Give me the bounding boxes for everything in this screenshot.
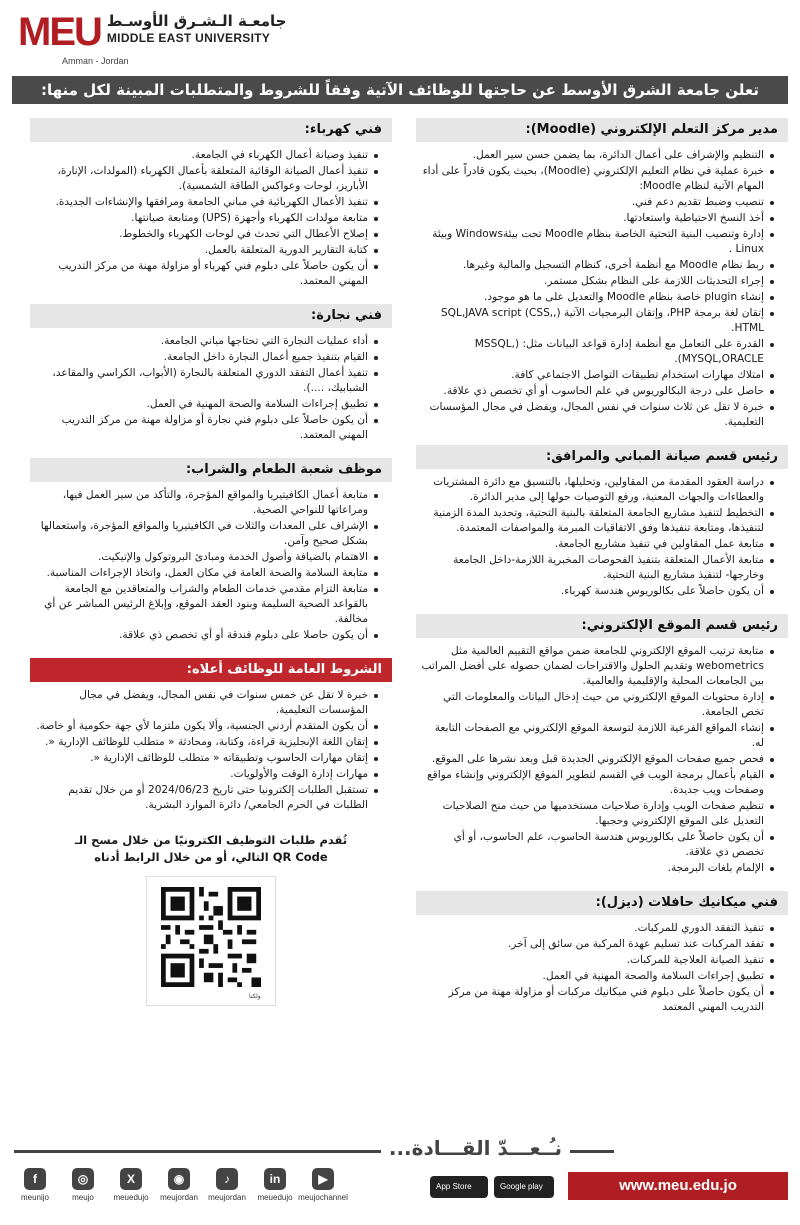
list-item: ربط نظام Moodle مع أنظمة أخرى، كنظام التسجيل والمالية وغيرها.: [420, 258, 774, 273]
list-item: التنظيم والإشراف على أعمال الدائرة، بما يضمن حسن سير العمل.: [420, 148, 774, 163]
social-facebook[interactable]: [18, 1168, 52, 1202]
list-item: متابعة الأعمال المتعلقة بتنفيذ الفحوصات المخبرية اللازمة-داخل الجامعة وخارجها- لتنفيذ مشاريع البنية التحتية.: [420, 553, 774, 583]
list-item: تطبيق إجراءات السلامة والصحة المهنية في العمل.: [34, 397, 378, 412]
list-item: إجراء التحديثات اللازمة على النظام بشكل مستمر.: [420, 274, 774, 289]
qr-code[interactable]: [146, 876, 276, 1006]
list-item: الإشراف على المعدات والثلات في الكافيتيريا والمواقع المؤجرة، واستعمالها بشكل صحيح وآمن.: [34, 519, 378, 549]
social-label: meuedujo: [113, 1193, 149, 1202]
list-item: القيام بتنفيذ جميع أعمال النجارة داخل الجامعة.: [34, 350, 378, 365]
slogan: نـُـعـــدّ القـــادة...: [381, 1136, 570, 1160]
list-item: حاصل على درجة البكالوريوس في علم الحاسوب أو أي تخصص ذي علاقة.: [420, 384, 774, 399]
social-label: meujochannel: [298, 1193, 348, 1202]
list-item: القيام بأعمال برمجة الويب في القسم لتطوير الموقع الإلكتروني وإنشاء مواقع وصفحات ويب جديدة.: [420, 768, 774, 798]
requirements-list: [30, 682, 392, 818]
list-item: إنشاء المواقع الفرعية اللازمة لتوسعة الموقع الإلكتروني مع الصفحات التابعة له.: [420, 721, 774, 751]
section-heading: فني نجارة:: [30, 304, 392, 328]
left-column: [30, 118, 392, 1006]
logo-text: [107, 12, 287, 46]
social-label: meujordan: [208, 1193, 246, 1202]
section-heading: موظف شعبة الطعام والشراب:: [30, 458, 392, 482]
job-section-carpenter: [30, 304, 392, 448]
list-item: إدارة محتويات الموقع الإلكتروني من حيث إدخال البيانات والمعلومات التي تخص الجامعة.: [420, 690, 774, 720]
job-section-moodle: [416, 118, 788, 435]
section-heading: رئيس قسم الموقع الإلكتروني:: [416, 614, 788, 638]
requirements-list: [30, 142, 392, 294]
requirements-list: [416, 915, 788, 1020]
list-item: تطبيق إجراءات السلامة والصحة المهنية في العمل.: [420, 969, 774, 984]
requirements-list: [30, 328, 392, 448]
list-item: خبرة عملية في نظام التعليم الإلكتروني (Moodle)، بحيث يكون قادراً على أداء المهام الآتية لنظام Moodle:: [420, 164, 774, 194]
announcement-title: تعلن جامعة الشرق الأوسط عن حاجتها للوظائف الآتية وفقاً للشروط والمتطلبات المبينة لكل منها:: [12, 76, 788, 104]
x-icon: X: [120, 1168, 142, 1190]
list-item: أن يكون حاصلاً على دبلوم فني نجارة أو مزاولة مهنة من مركز التدريب المهني المعتمد.: [34, 413, 378, 443]
google-play-badge[interactable]: Google play: [494, 1176, 554, 1198]
section-heading: الشروط العامة للوظائف أعلاه:: [30, 658, 392, 682]
list-item: تنفيذ أعمال الصيانة الوقائية المتعلقة بأعمال الكهرباء (المولدات، الإنارة، الأباريز، لوحات وعواكس الطاقة الشمسية).: [34, 164, 378, 194]
list-item: متابعة السلامة والصحة العامة في مكان العمل، واتخاذ الإجراءات المناسبة.: [34, 566, 378, 581]
list-item: أداء عمليات النجارة التي تحتاجها مباني الجامعة.: [34, 334, 378, 349]
list-item: امتلاك مهارات استخدام تطبيقات التواصل الاجتماعي كافة.: [420, 368, 774, 383]
list-item: تنصيب وضبط تقديم دعم فني.: [420, 195, 774, 210]
instagram-icon: ◎: [72, 1168, 94, 1190]
social-label: meujo: [72, 1193, 94, 1202]
job-section-food: [30, 458, 392, 648]
list-item: أن يكون حاصلاً على دبلوم فني ميكانيك مركبات أو مزاولة مهنة من مركز التدريب المهني المعتمد: [420, 985, 774, 1015]
university-logo: [18, 12, 286, 52]
logo-arabic-name: جامعـة الـشـرق الأوسـط: [106, 12, 287, 30]
list-item: الاهتمام بالضيافة وأصول الخدمة ومبادئ البروتوكول والإتيكيت.: [34, 550, 378, 565]
job-section-diesel: [416, 891, 788, 1020]
list-item: متابعة عمل المقاولين في تنفيذ مشاريع الجامعة.: [420, 537, 774, 552]
list-item: تنفيذ أعمال التفقد الدوري المتعلقة بالنجارة (الأبواب، الكراسي والمقاعد، الشبابيك، ....).: [34, 366, 378, 396]
job-section-website: [416, 614, 788, 881]
tiktok-icon: ♪: [216, 1168, 238, 1190]
snapchat-icon: ◉: [168, 1168, 190, 1190]
list-item: كتابة التقارير الدورية المتعلقة بالعمل.: [34, 243, 378, 258]
list-item: مهارات إدارة الوقت والأولويات.: [34, 767, 378, 782]
list-item: إصلاح الأعطال التي تحدث في لوحات الكهرباء والخطوط.: [34, 227, 378, 242]
list-item: فحص جميع صفحات الموقع الإلكتروني الجديدة قبل وبعد نشرها على الموقع.: [420, 752, 774, 767]
section-heading: مدير مركز التعلم الإلكتروني (Moodle):: [416, 118, 788, 142]
page-footer: [0, 1164, 800, 1225]
list-item: تنفيذ الأعمال الكهربائية في مباني الجامعة ومرافقها والإنشاءات الجديدة.: [34, 195, 378, 210]
list-item: خبرة لا تقل عن خمس سنوات في نفس المجال، ويفضل في مجال المؤسسات التعليمية.: [34, 688, 378, 718]
list-item: إدارة وتنصيب البنية التحتية الخاصة بنظام Moodle تحت بيئةWindows وبيئة Linux .: [420, 227, 774, 257]
logo-english-name: MIDDLE EAST UNIVERSITY: [106, 31, 271, 45]
social-label: meujordan: [160, 1193, 198, 1202]
list-item: إتقان لغة برمجة PHP، وإتقان البرمجيات الآتية (,SQL,JAVA script (CSS, HTML.: [420, 306, 774, 336]
list-item: دراسة العقود المقدمة من المقاولين، وتحليلها، بالتنسيق مع دائرة المشتريات والعطاءات والجهات المعنية، ورفع التوصيات حولها إلى مدير الدائرة.: [420, 475, 774, 505]
social-links: [18, 1168, 348, 1202]
list-item: أن يكون حاصلاً على دبلوم فني كهرباء أو مزاولة مهنة من مركز التدريب المهني المعتمد.: [34, 259, 378, 289]
list-item: متابعة ترتيب الموقع الإلكتروني للجامعة ضمن مواقع التقييم العالمية مثل webometrics وتقديم الحلول والاقتراحات لضمان حصوله على أفضل المراتب بين الجامعات المحلية والإقليمية والعالمية.: [420, 644, 774, 689]
list-item: القدرة على التعامل مع أنظمة إدارة قواعد البيانات مثل: (,MSSQL (MYSQL,ORACLE.: [420, 337, 774, 367]
list-item: تنفيذ وصيانة أعمال الكهرباء في الجامعة.: [34, 148, 378, 163]
social-label: meunijo: [20, 1193, 49, 1202]
app-store-badge[interactable]: App Store: [430, 1176, 488, 1198]
list-item: أن يكون المتقدم أردني الجنسية، وألا يكون ملتزما لأي جهة حكومية أو خاصة.: [34, 719, 378, 734]
requirements-list: [416, 638, 788, 881]
right-column: [416, 118, 788, 1020]
section-heading: فني كهرباء:: [30, 118, 392, 142]
qr-code-icon: [157, 887, 265, 987]
linkedin-icon: in: [264, 1168, 286, 1190]
social-x[interactable]: [114, 1168, 148, 1202]
list-item: متابعة مولدات الكهرباء وأجهزة (UPS) ومتابعة صيانتها.: [34, 211, 378, 226]
general-conditions: [30, 658, 392, 818]
list-item: إتقان اللغة الإنجليزية قراءة، وكتابة، ومحادثة « متطلب للوظائف الإدارية «.: [34, 735, 378, 750]
list-item: التخطيط لتنفيذ مشاريع الجامعة المتعلقة بالبنية التحتية، وتحديد المدة الزمنية لتنفيذها، ومتابعة تنفيذها وفق الاتفاقيات المبرمة والمواصفات المعتمدة.: [420, 506, 774, 536]
list-item: تنفيذ التفقد الدوري للمركبات.: [420, 921, 774, 936]
social-instagram[interactable]: [66, 1168, 100, 1202]
social-tiktok[interactable]: [210, 1168, 244, 1202]
list-item: متابعة التزام مقدمي خدمات الطعام والشراب والمتعاقدين مع الجامعة بالقواعد الصحية السليمة وبنود العقد الموقع، وإبلاغ الرئيس المباشر عن أي مخالفة.: [34, 582, 378, 627]
job-section-electrician: [30, 118, 392, 294]
requirements-list: [30, 482, 392, 648]
social-linkedin[interactable]: [258, 1168, 292, 1202]
section-heading: فني ميكانيك حافلات (ديزل):: [416, 891, 788, 915]
list-item: تستقبل الطلبات إلكترونيا حتى تاريخ 2024/06/23 أو من خلال تقديم الطلبات في الحرم الجامعي/ دائرة الموارد البشرية.: [34, 783, 378, 813]
slogan-bar: [0, 1136, 800, 1164]
list-item: خبرة لا تقل عن ثلاث سنوات في نفس المجال، ويفضل في مجال المؤسسات التعليمية.: [420, 400, 774, 430]
social-snapchat[interactable]: [162, 1168, 196, 1202]
list-item: أن يكون حاصلاً على بكالوريوس هندسة كهرباء.: [420, 584, 774, 599]
section-heading: رئيس قسم صيانة المباني والمرافق:: [416, 445, 788, 469]
logo-mark: MEU: [18, 10, 101, 54]
list-item: إتقان مهارات الحاسوب وتطبيقاته « متطلب للوظائف الإدارية «.: [34, 751, 378, 766]
list-item: أخذ النسخ الاحتياطية واستعادتها.: [420, 211, 774, 226]
social-youtube[interactable]: [298, 1168, 348, 1202]
list-item: تنظيم صفحات الويب وإدارة صلاحيات مستخدميها من حيث منح الصلاحيات التعديل على الموقع الإلكتروني وحجبها.: [420, 799, 774, 829]
youtube-icon: ▶: [312, 1168, 334, 1190]
list-item: متابعة أعمال الكافيتيريا والمواقع المؤجرة، والتأكد من سير العمل فيها، ومراعاتها للنواحي الصحية.: [34, 488, 378, 518]
job-section-maintenance: [416, 445, 788, 604]
list-item: الإلمام بلغات البرمجة.: [420, 861, 774, 876]
list-item: إنشاء plugin خاصة بنظام Moodle والتعديل على ما هو موجود.: [420, 290, 774, 305]
requirements-list: [416, 142, 788, 435]
page-header: [0, 0, 800, 76]
qr-label: ولكنا: [249, 993, 261, 1000]
list-item: تنفيذ الصيانة العلاجية للمركبات.: [420, 953, 774, 968]
logo-location: Amman - Jordan: [62, 56, 129, 66]
website-link[interactable]: www.meu.edu.jo: [568, 1172, 788, 1200]
social-label: meuedujo: [257, 1193, 293, 1202]
facebook-icon: f: [24, 1168, 46, 1190]
list-item: أن يكون حاصلاً على بكالوريوس هندسة الحاسوب، علم الحاسوب، أو أي تخصص ذي علاقة.: [420, 830, 774, 860]
requirements-list: [416, 469, 788, 604]
apply-instructions: تُقدم طلبات التوظيف الكترونيًا من خلال مسح الـ QR Code التالي، أو من خلال الرابط أدناه: [74, 833, 348, 864]
list-item: تفقد المركبات عند تسليم عهدة المركبة من سائق إلى آخر.: [420, 937, 774, 952]
list-item: أن يكون حاصلا على دبلوم فندقة أو أي تخصص ذي علاقة.: [34, 628, 378, 643]
